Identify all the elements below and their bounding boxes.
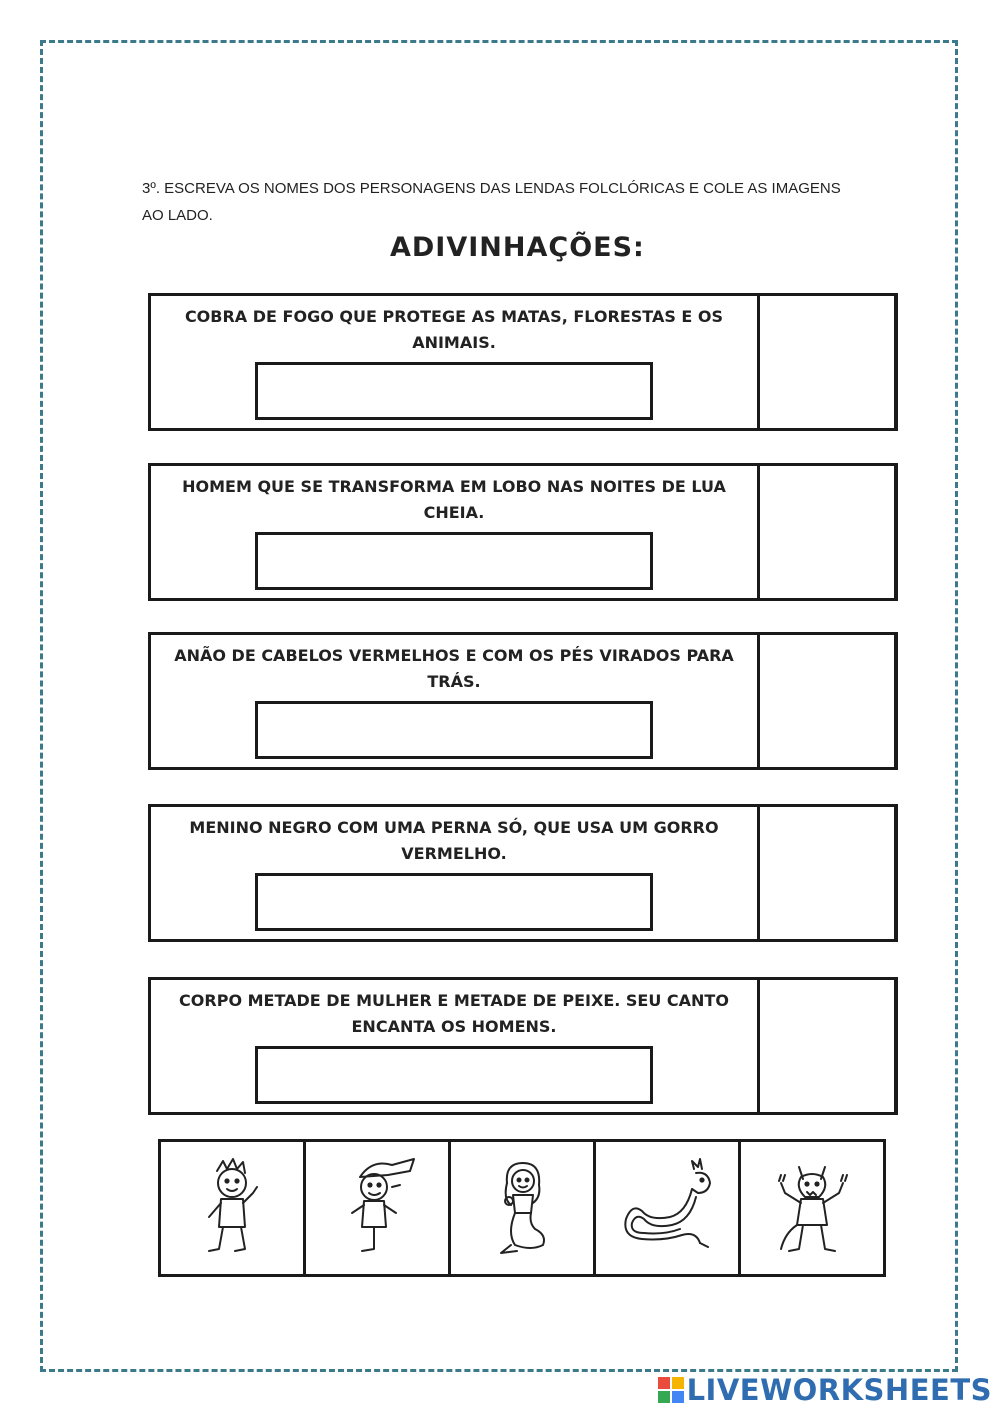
riddle-text-area [151, 635, 760, 767]
answer-input[interactable] [255, 701, 653, 759]
riddle-clue: CORPO METADE DE MULHER E METADE DE PEIXE. SEU CANTO ENCANTA OS HOMENS. [179, 991, 729, 1036]
image-cell-lobisomem[interactable] [741, 1142, 883, 1274]
character-images-row [158, 1139, 886, 1277]
riddle-clue: COBRA DE FOGO QUE PROTEGE AS MATAS, FLORESTAS E OS ANIMAIS. [184, 307, 724, 352]
instruction-text: 3º. ESCREVA OS NOMES DOS PERSONAGENS DAS LENDAS FOLCLÓRICAS E COLE AS IMAGENS AO LADO. [142, 180, 841, 224]
riddle-box-3 [148, 632, 898, 770]
image-drop-slot[interactable] [758, 635, 894, 767]
riddle-text-area [151, 980, 760, 1112]
image-drop-slot[interactable] [758, 807, 894, 939]
curupira-icon[interactable] [177, 1153, 287, 1263]
riddle-clue: ANÃO DE CABELOS VERMELHOS E COM OS PÉS VIRADOS PARA TRÁS. [174, 646, 734, 691]
riddle-clue: HOMEM QUE SE TRANSFORMA EM LOBO NAS NOITES DE LUA CHEIA. [182, 477, 726, 522]
saci-icon[interactable] [322, 1153, 432, 1263]
liveworksheets-brand [657, 1373, 992, 1407]
image-cell-saci[interactable] [306, 1142, 451, 1274]
liveworksheets-logo-icon [657, 1376, 685, 1404]
image-drop-slot[interactable] [758, 980, 894, 1112]
riddle-box-5 [148, 977, 898, 1115]
riddle-box-2 [148, 463, 898, 601]
image-cell-boitata[interactable] [596, 1142, 741, 1274]
answer-input[interactable] [255, 532, 653, 590]
iara-icon[interactable] [467, 1153, 577, 1263]
image-cell-iara[interactable] [451, 1142, 596, 1274]
riddle-box-1 [148, 293, 898, 431]
riddle-text-area [151, 296, 760, 428]
answer-input[interactable] [255, 362, 653, 420]
lobisomem-icon[interactable] [757, 1153, 867, 1263]
image-cell-curupira[interactable] [161, 1142, 306, 1274]
image-drop-slot[interactable] [758, 466, 894, 598]
answer-input[interactable] [255, 873, 653, 931]
image-drop-slot[interactable] [758, 296, 894, 428]
riddle-clue: MENINO NEGRO COM UMA PERNA SÓ, QUE USA UM GORRO VERMELHO. [189, 818, 719, 863]
brand-name: LIVEWORKSHEETS [686, 1373, 992, 1407]
answer-input[interactable] [255, 1046, 653, 1104]
riddle-box-4 [148, 804, 898, 942]
boitata-icon[interactable] [612, 1153, 722, 1263]
riddle-text-area [151, 466, 760, 598]
riddle-text-area [151, 807, 760, 939]
page-title: ADIVINHAÇÕES: [390, 232, 645, 263]
